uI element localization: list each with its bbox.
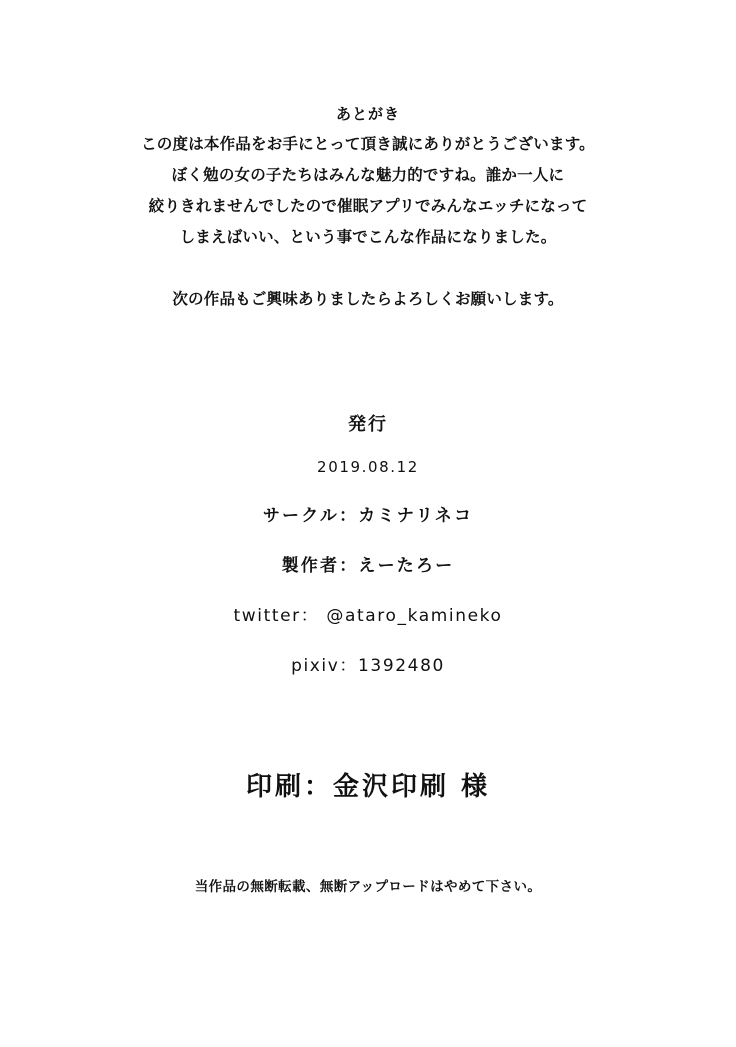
afterword-body	[0, 129, 736, 254]
author-name: 製作者：えーたろー	[281, 555, 455, 576]
afterword-closing: 次の作品もご興味ありましたらよろしくお願いします。	[172, 289, 564, 308]
afterword-line: ぼく勉の女の子たちはみんな魅力的ですね。誰か一人に	[171, 165, 565, 184]
publication-date: 2019.08.12	[317, 457, 419, 476]
publication-info-section	[0, 410, 736, 701]
afterword-title: あとがき	[335, 105, 400, 123]
afterword-line: 絞りきれませんでしたので催眠アプリでみんなエッチになって	[148, 197, 588, 216]
circle-name: サークル：カミナリネコ	[262, 505, 474, 526]
publication-heading: 発行	[348, 413, 388, 435]
reproduction-notice: 当作品の無断転載、無断アップロードはやめて下さい。	[194, 878, 542, 895]
afterword-section	[0, 100, 736, 315]
afterword-line: この度は本作品をお手にとって頂き誠にありがとうございます。	[141, 134, 595, 153]
pixiv-id: pixiv：1392480	[291, 655, 445, 676]
printer-credit: 印刷：金沢印刷 様	[245, 771, 491, 802]
twitter-handle: twitter： @ataro_kamineko	[233, 605, 503, 626]
afterword-line: しまえばいい、という事でこんな作品になりました。	[179, 228, 557, 247]
